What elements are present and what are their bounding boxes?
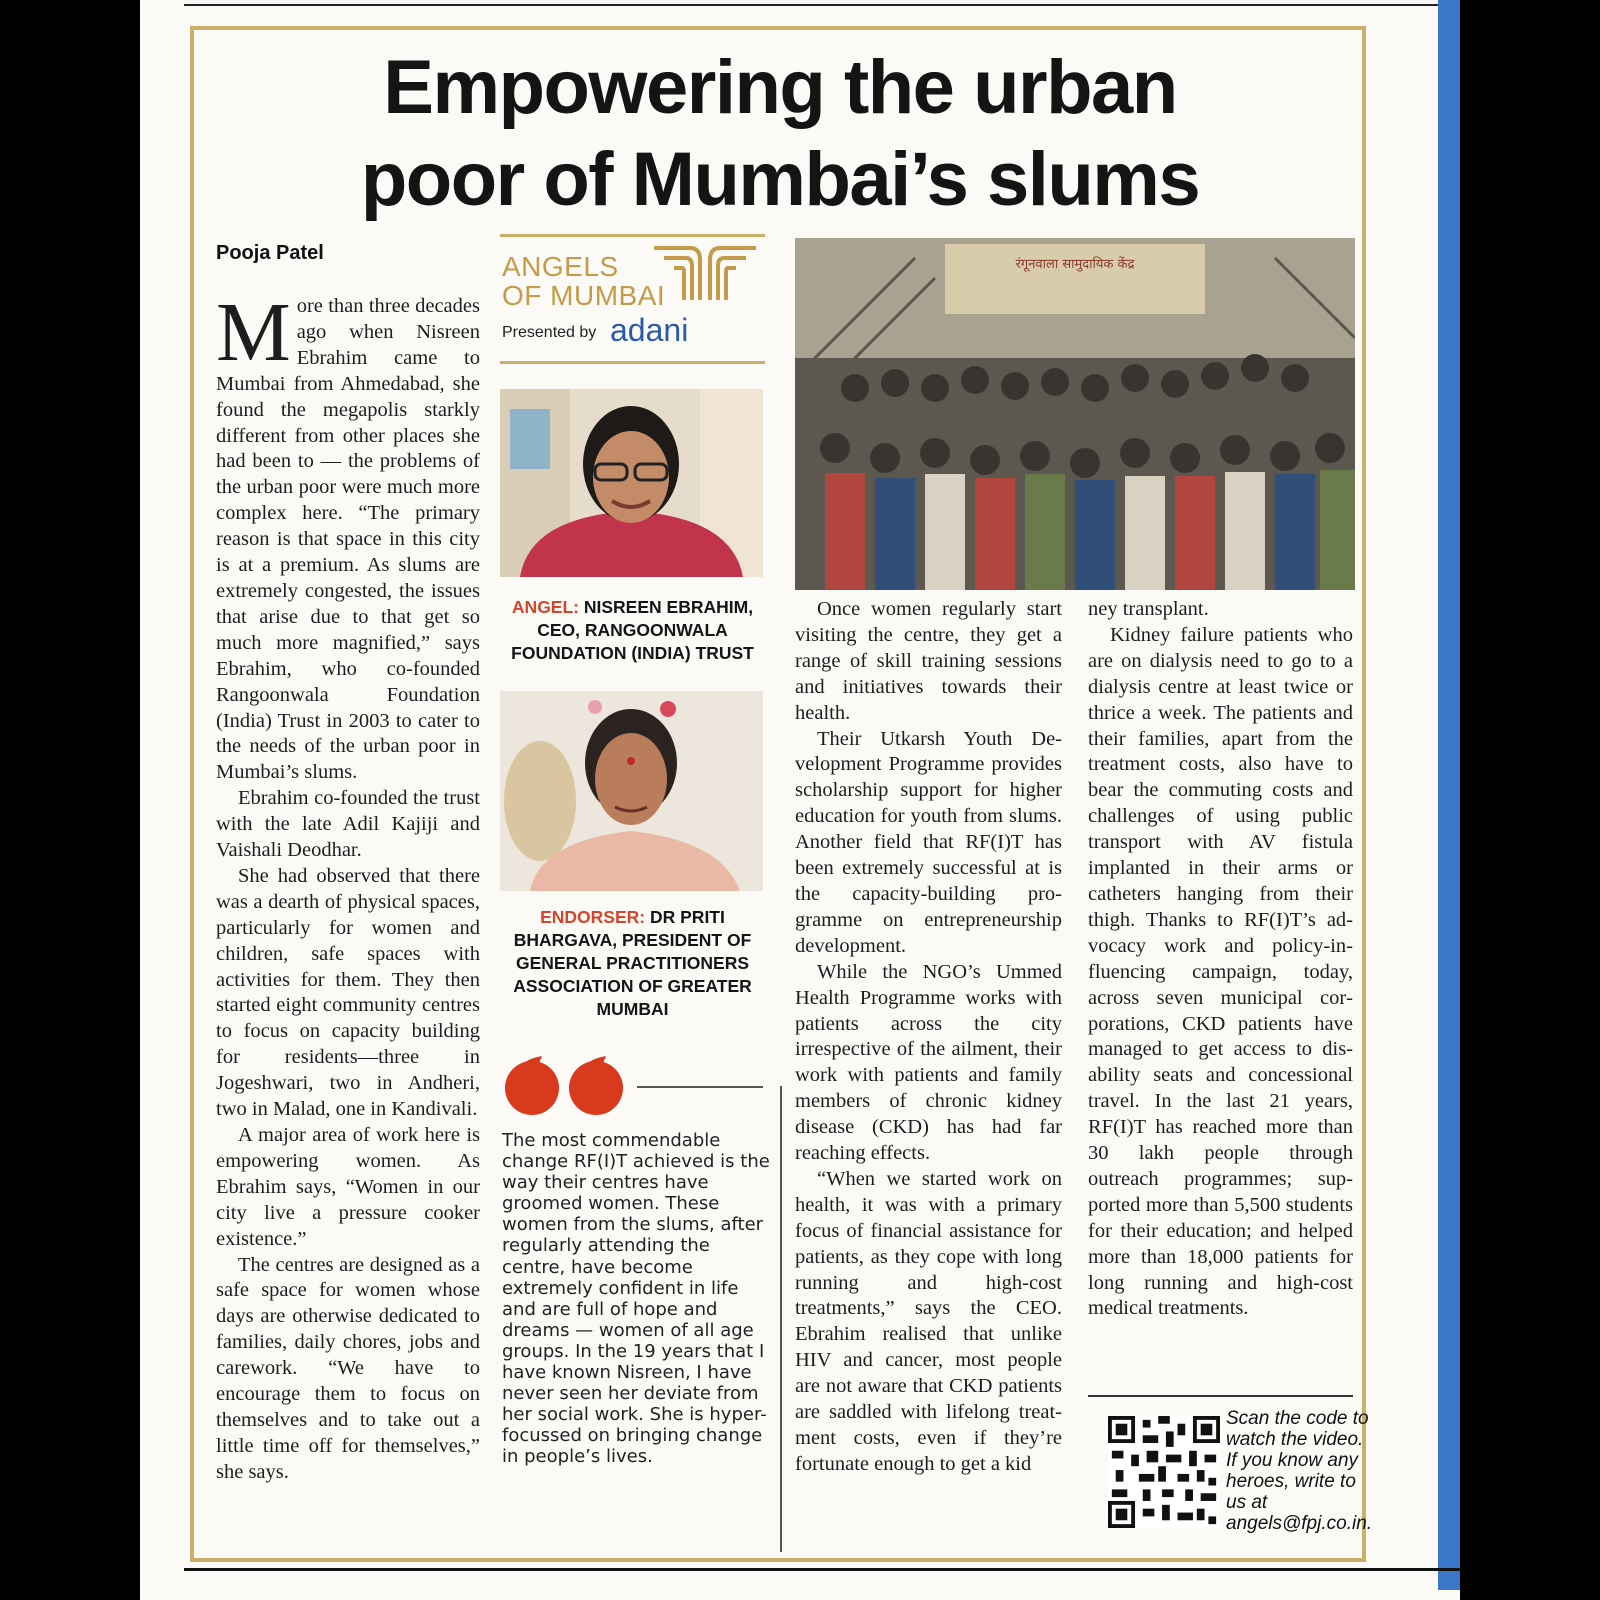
caption-tag: ENDORSER: (540, 907, 646, 927)
drop-cap: M (216, 286, 291, 379)
sponsor-logo: adani (610, 312, 689, 348)
angels-of-mumbai-logo (500, 232, 765, 372)
article-column-3 (795, 597, 1062, 1478)
qr-rule (1088, 1395, 1353, 1397)
article-column-4 (1088, 597, 1353, 1322)
paragraph: Kidney failure patients who are on dialysis need to go to a dialysis centre at least twice or thrice a week. The patients and their families, apart from the treatment costs, also have to bear the commuting costs and challenges of using public transport with AV fistula implanted in their arms or catheters hanging from their thigh. Thanks to RF(I)T’s advocacy work and policy-influencing campaign, today, across seven municipal corporations, CKD patients have managed to get access to disability seats and concessional travel. In the last 21 years, RF(I)T has reached more than 30 lakh people through outreach programmes; supported more than 5,500 students for their education; and helped more than 18,000 patients for long running and high-cost medical treatments. (1088, 623, 1353, 1320)
paragraph: A major area of work here is empowering women. As Ebrahim says, “Women in our city live a pressure cooker existence.” (216, 1124, 480, 1250)
qr-instructions: Scan the code to watch the video. If you know any heroes, write to us at angels@fpj.co.in. (1226, 1408, 1373, 1534)
centre-sign: रंगूनवाला सामुदायिक केंद्र (1015, 257, 1135, 272)
newspaper-page (140, 0, 1460, 1600)
paragraph: While the NGO’s Ummed Health Programme works with patients across the city irrespective of the ailment, their work with patients and family members of chronic kidney disease (CKD) has had far reaching effects. (795, 960, 1062, 1165)
paragraph: “When we started work on health, it was with a primary focus of financial assistance for patients, as they cope with long running and high-cost treatments,” says the CEO. Ebrahim realised that unlike HIV and cancer, most people are not aware that CKD patients are saddled with lifelong treatment costs, even if they’re fortunate enough to get a kid (795, 1167, 1062, 1475)
paragraph: She had observed that there was a dearth of physical spaces, particularly for women and children, safe spaces with activities for them. They then started eight community centres to focus on capacity building for residents—three in Jogeshwari, two in Andheri, two in Malad, one in Kandivali. (216, 864, 480, 1121)
wings-icon (650, 240, 760, 310)
column-rule (780, 1086, 782, 1552)
top-rule (184, 4, 1460, 6)
pull-quote: The most commendable change RF(I)T achieved is the way their centres have groomed women. These women from the slums, after regularly attending the centre, have become extremely confident in life and are full of hope and dreams — women of all age groups. In the 19 years that I have known Nisreen, I have never seen her deviate from her social work. She is hyper-focussed on bringing change in people’s lives. (502, 1130, 770, 1468)
brand-rule (500, 361, 765, 364)
paragraph: Once women regularly start visiting the centre, they get a range of skill training sessions and initiatives towards their health. (795, 598, 1062, 724)
article-column-1 (216, 286, 480, 1486)
paragraph: More than three decades ago when Nisreen Ebrahim came to Mumbai from Ahmedabad, she found the megapolis starkly different from other places she had been to — the problems of the urban poor were much more complex here. “The primary reason is that space in this city is at a premium. As slums are extremely congested, the issues that arise due to that get so much more magnified,” says Ebrahim, who co-founded Rangoonwala Foundation (India) Trust in 2003 to cater to the needs of the urban poor in Mumbai’s slums. (216, 286, 480, 784)
paragraph: ney transplant. (1088, 598, 1209, 620)
paragraph: Ebrahim co-founded the trust with the late Adil Kajiji and Vaishali Deodhar. (216, 787, 480, 862)
quote-icon (502, 1054, 630, 1116)
caption-tag: ANGEL: (511, 597, 579, 617)
group-photo (795, 238, 1355, 590)
bottom-rule (184, 1568, 1460, 1571)
caption-text: DR PRITI BHARGAVA, PRESIDENT OF GENERAL PRACTITIONERS ASSOCIATION OF GREATER MUMBAI (513, 907, 752, 1019)
quote-rule (637, 1086, 763, 1088)
angel-caption (495, 596, 770, 665)
caption-text: NISREEN EBRAHIM, CEO, RANGOONWALA FOUNDATION (INDIA) TRUST (511, 597, 754, 663)
byline: Pooja Patel (216, 242, 324, 264)
qr-code-icon[interactable] (1108, 1416, 1220, 1528)
endorser-caption (495, 906, 770, 1021)
brand-name: ANGELS OF MUMBAI (502, 251, 666, 311)
paragraph: Their Utkarsh Youth Development Programme provides scholarship support for higher education for youth from slums. Another field that RF(I)T has been extremely successful at is the capacity-building programme on entrepreneurship development. (795, 727, 1062, 957)
angel-photo (500, 389, 763, 577)
presented-by-label: Presented by (502, 324, 597, 341)
paragraph: The centres are designed as a safe space for women whose days are otherwise dedicated to families, daily chores, jobs and carework. “We have to encourage them to focus on themselves and to take out a little time off for themselves,” she says. (216, 1253, 480, 1483)
endorser-photo (500, 691, 763, 891)
brand-rule (500, 234, 765, 237)
edge-bar (1438, 0, 1460, 1590)
headline: Empowering the urban poor of Mumbai’s slums (360, 45, 1200, 222)
